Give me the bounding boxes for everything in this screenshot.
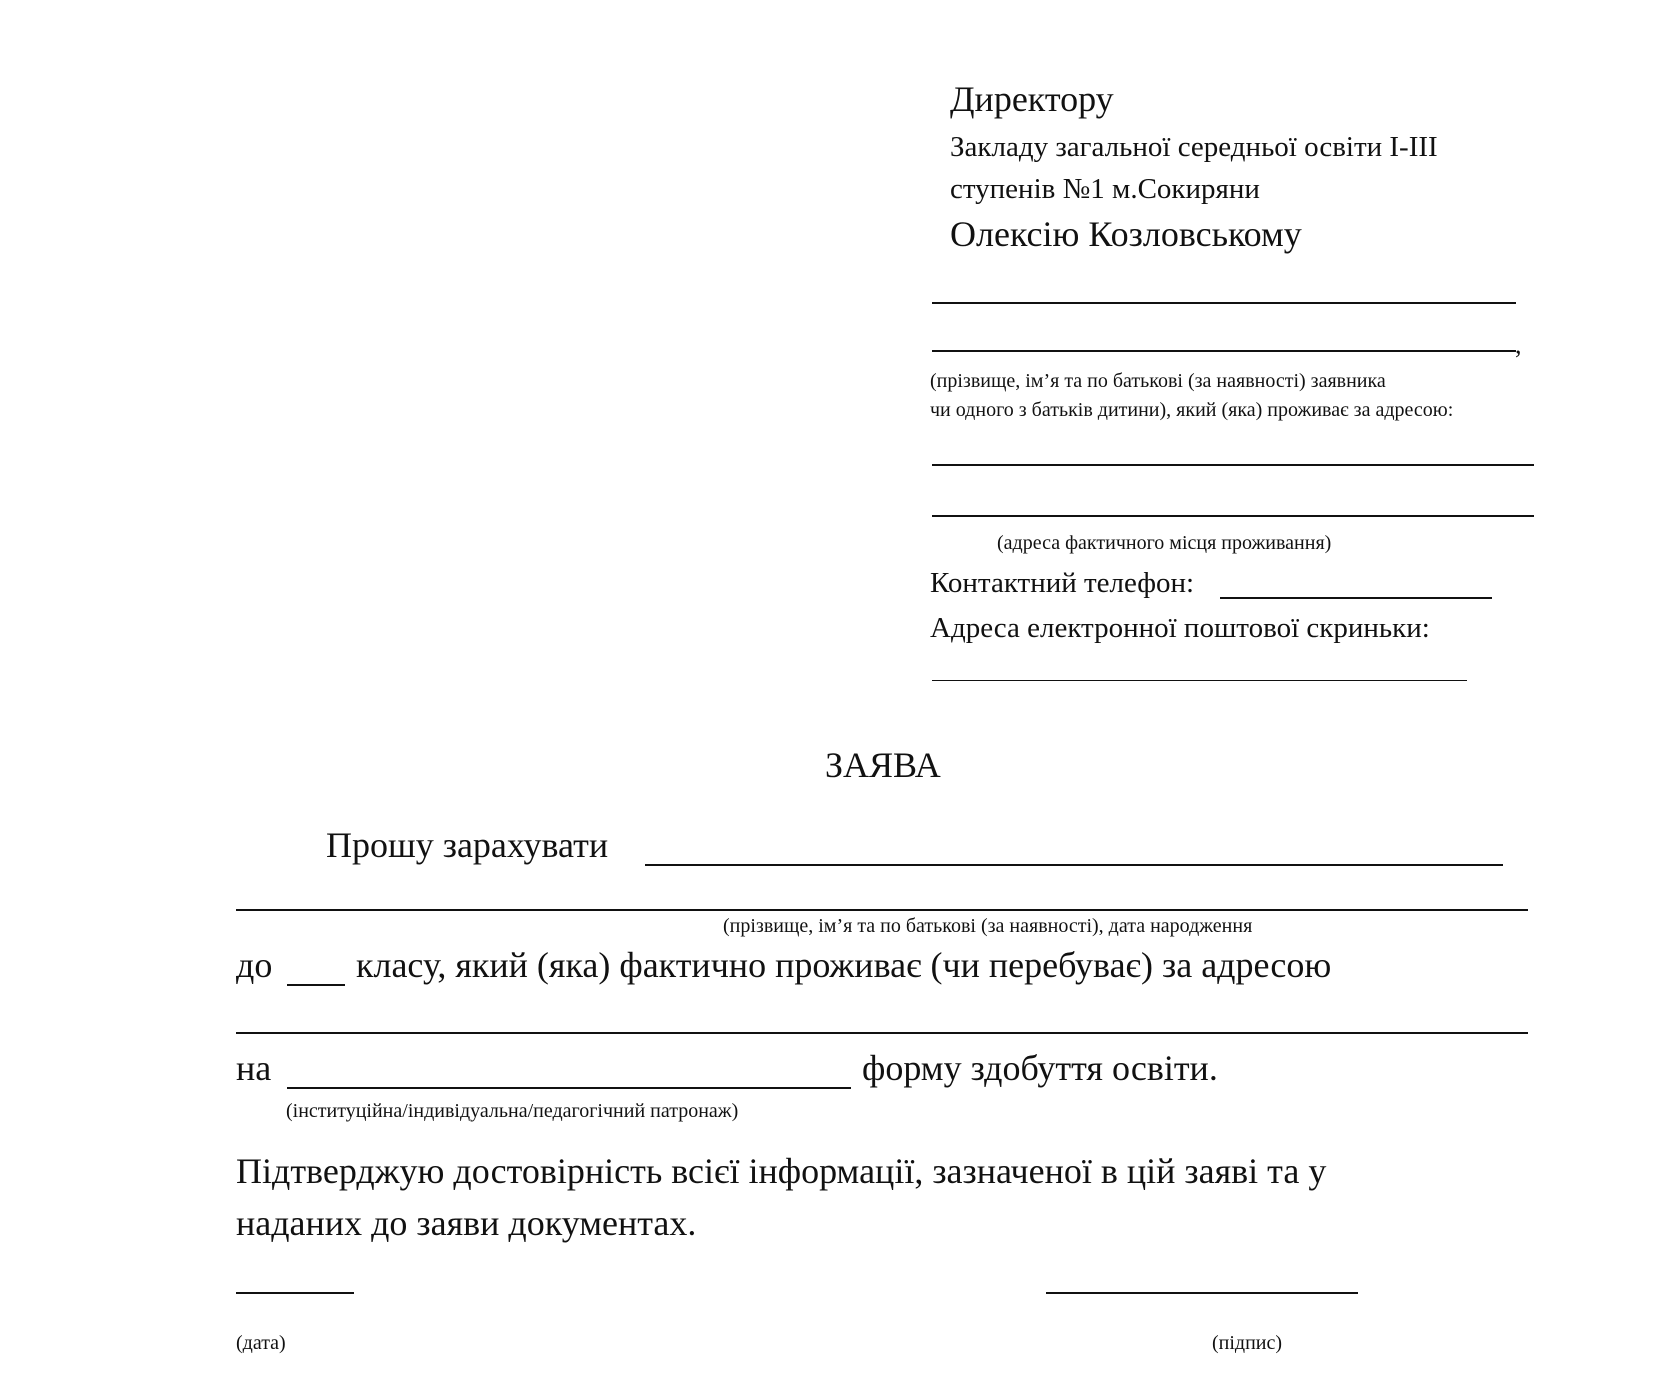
email-field[interactable] [932, 680, 1467, 681]
applicant-caption-line-1: (прізвище, ім’я та по батькові (за наявності) заявника [930, 370, 1386, 392]
address-line-2[interactable] [932, 515, 1534, 517]
form-caption: (інституційна/індивідуальна/педагогічний патронаж) [286, 1100, 739, 1122]
phone-label: Контактний телефон: [930, 567, 1195, 599]
form-prefix: на [236, 1048, 272, 1088]
address-caption: (адреса фактичного місця проживання) [997, 532, 1332, 554]
child-address-field[interactable] [236, 1032, 1528, 1034]
child-name-line-1[interactable] [645, 864, 1503, 866]
director-name: Олексію Козловському [950, 214, 1302, 254]
document-title: ЗАЯВА [825, 745, 941, 785]
institution-line-2: ступенів №1 м.Сокиряни [950, 173, 1260, 205]
addressee-title: Директору [950, 79, 1114, 119]
class-prefix: до [236, 945, 273, 985]
child-name-line-2[interactable] [236, 909, 1528, 911]
request-label: Прошу зарахувати [326, 825, 609, 865]
applicant-name-comma: , [1515, 330, 1522, 359]
phone-field[interactable] [1220, 597, 1492, 599]
date-caption: (дата) [236, 1332, 286, 1354]
applicant-name-line-1[interactable] [932, 302, 1516, 304]
applicant-caption-line-2: чи одного з батьків дитини), який (яка) проживає за адресою: [930, 399, 1454, 421]
confirmation-line-1: Підтверджую достовірність всієї інформації, зазначеної в цій заяві та у [236, 1151, 1327, 1191]
date-field[interactable] [236, 1292, 354, 1294]
signature-field[interactable] [1046, 1292, 1358, 1294]
class-suffix: класу, який (яка) фактично проживає (чи перебуває) за адресою [356, 945, 1332, 985]
applicant-name-line-2[interactable] [932, 350, 1516, 352]
signature-caption: (підпис) [1212, 1332, 1283, 1354]
child-caption: (прізвище, ім’я та по батькові (за наявності), дата народження [723, 915, 1253, 937]
address-line-1[interactable] [932, 464, 1534, 466]
class-number-field[interactable] [287, 984, 345, 986]
institution-line-1: Закладу загальної середньої освіти І-ІІІ [950, 131, 1438, 163]
email-label: Адреса електронної поштової скриньки: [930, 612, 1430, 644]
confirmation-line-2: наданих до заяви документах. [236, 1203, 697, 1243]
form-suffix: форму здобуття освіти. [862, 1048, 1218, 1088]
education-form-field[interactable] [287, 1087, 851, 1089]
